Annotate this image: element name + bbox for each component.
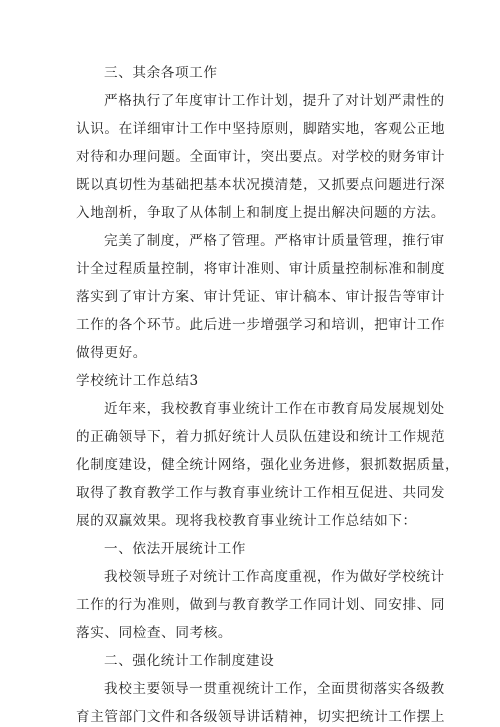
paragraph-line: 化制度建设，健全统计网络，强化业务进修，狠抓数据质量，	[76, 457, 460, 473]
section-heading-lawful-statistics: 一、依法开展统计工作	[104, 541, 246, 557]
paragraph-line: 工作的各个环节。此后进一步增强学习和培训，把审计工作	[76, 317, 446, 333]
paragraph-line: 近年来，我校教育事业统计工作在市教育局发展规划处	[104, 401, 445, 417]
article-title: 学校统计工作总结3	[76, 373, 199, 389]
paragraph-line: 入地剖析，争取了从体制上和制度上提出解决问题的方法。	[76, 205, 446, 221]
paragraph-line: 认识。在详细审计工作中坚持原则，脚踏实地，客观公正地	[76, 121, 446, 137]
paragraph-line: 既以真切性为基础把基本状况摸清楚，又抓要点问题进行深	[76, 177, 446, 193]
paragraph-line: 计全过程质量控制，将审计准则、审计质量控制标准和制度	[76, 261, 446, 277]
paragraph-line: 的正确领导下，着力抓好统计人员队伍建设和统计工作规范	[76, 429, 446, 445]
paragraph-line: 工作的行为准则，做到与教育教学工作同计划、同安排、同	[76, 597, 446, 613]
paragraph-line: 对待和办理问题。全面审计，突出要点。对学校的财务审计	[76, 149, 446, 165]
paragraph-line: 展的双赢效果。现将我校教育事业统计工作总结如下：	[76, 513, 417, 529]
section-heading-other-work: 三、其余各项工作	[104, 65, 218, 81]
section-heading-system-building: 二、强化统计工作制度建设	[104, 653, 275, 669]
paragraph-line: 育主管部门文件和各级领导讲话精神，切实把统计工作摆上	[76, 709, 446, 725]
paragraph-line: 做得更好。	[76, 345, 147, 361]
paragraph-line: 严格执行了年度审计工作计划，提升了对计划严肃性的	[104, 93, 445, 109]
paragraph-line: 落实到了审计方案、审计凭证、审计稿本、审计报告等审计	[76, 289, 446, 305]
paragraph-line: 我校领导班子对统计工作高度重视，作为做好学校统计	[104, 569, 445, 585]
paragraph-line: 我校主要领导一贯重视统计工作，全面贯彻落实各级教	[104, 681, 445, 697]
paragraph-line: 落实、同检查、同考核。	[76, 625, 233, 641]
paragraph-line: 取得了教育教学工作与教育事业统计工作相互促进、共同发	[76, 485, 446, 501]
paragraph-line: 完美了制度，严格了管理。严格审计质量管理，推行审	[104, 233, 445, 249]
